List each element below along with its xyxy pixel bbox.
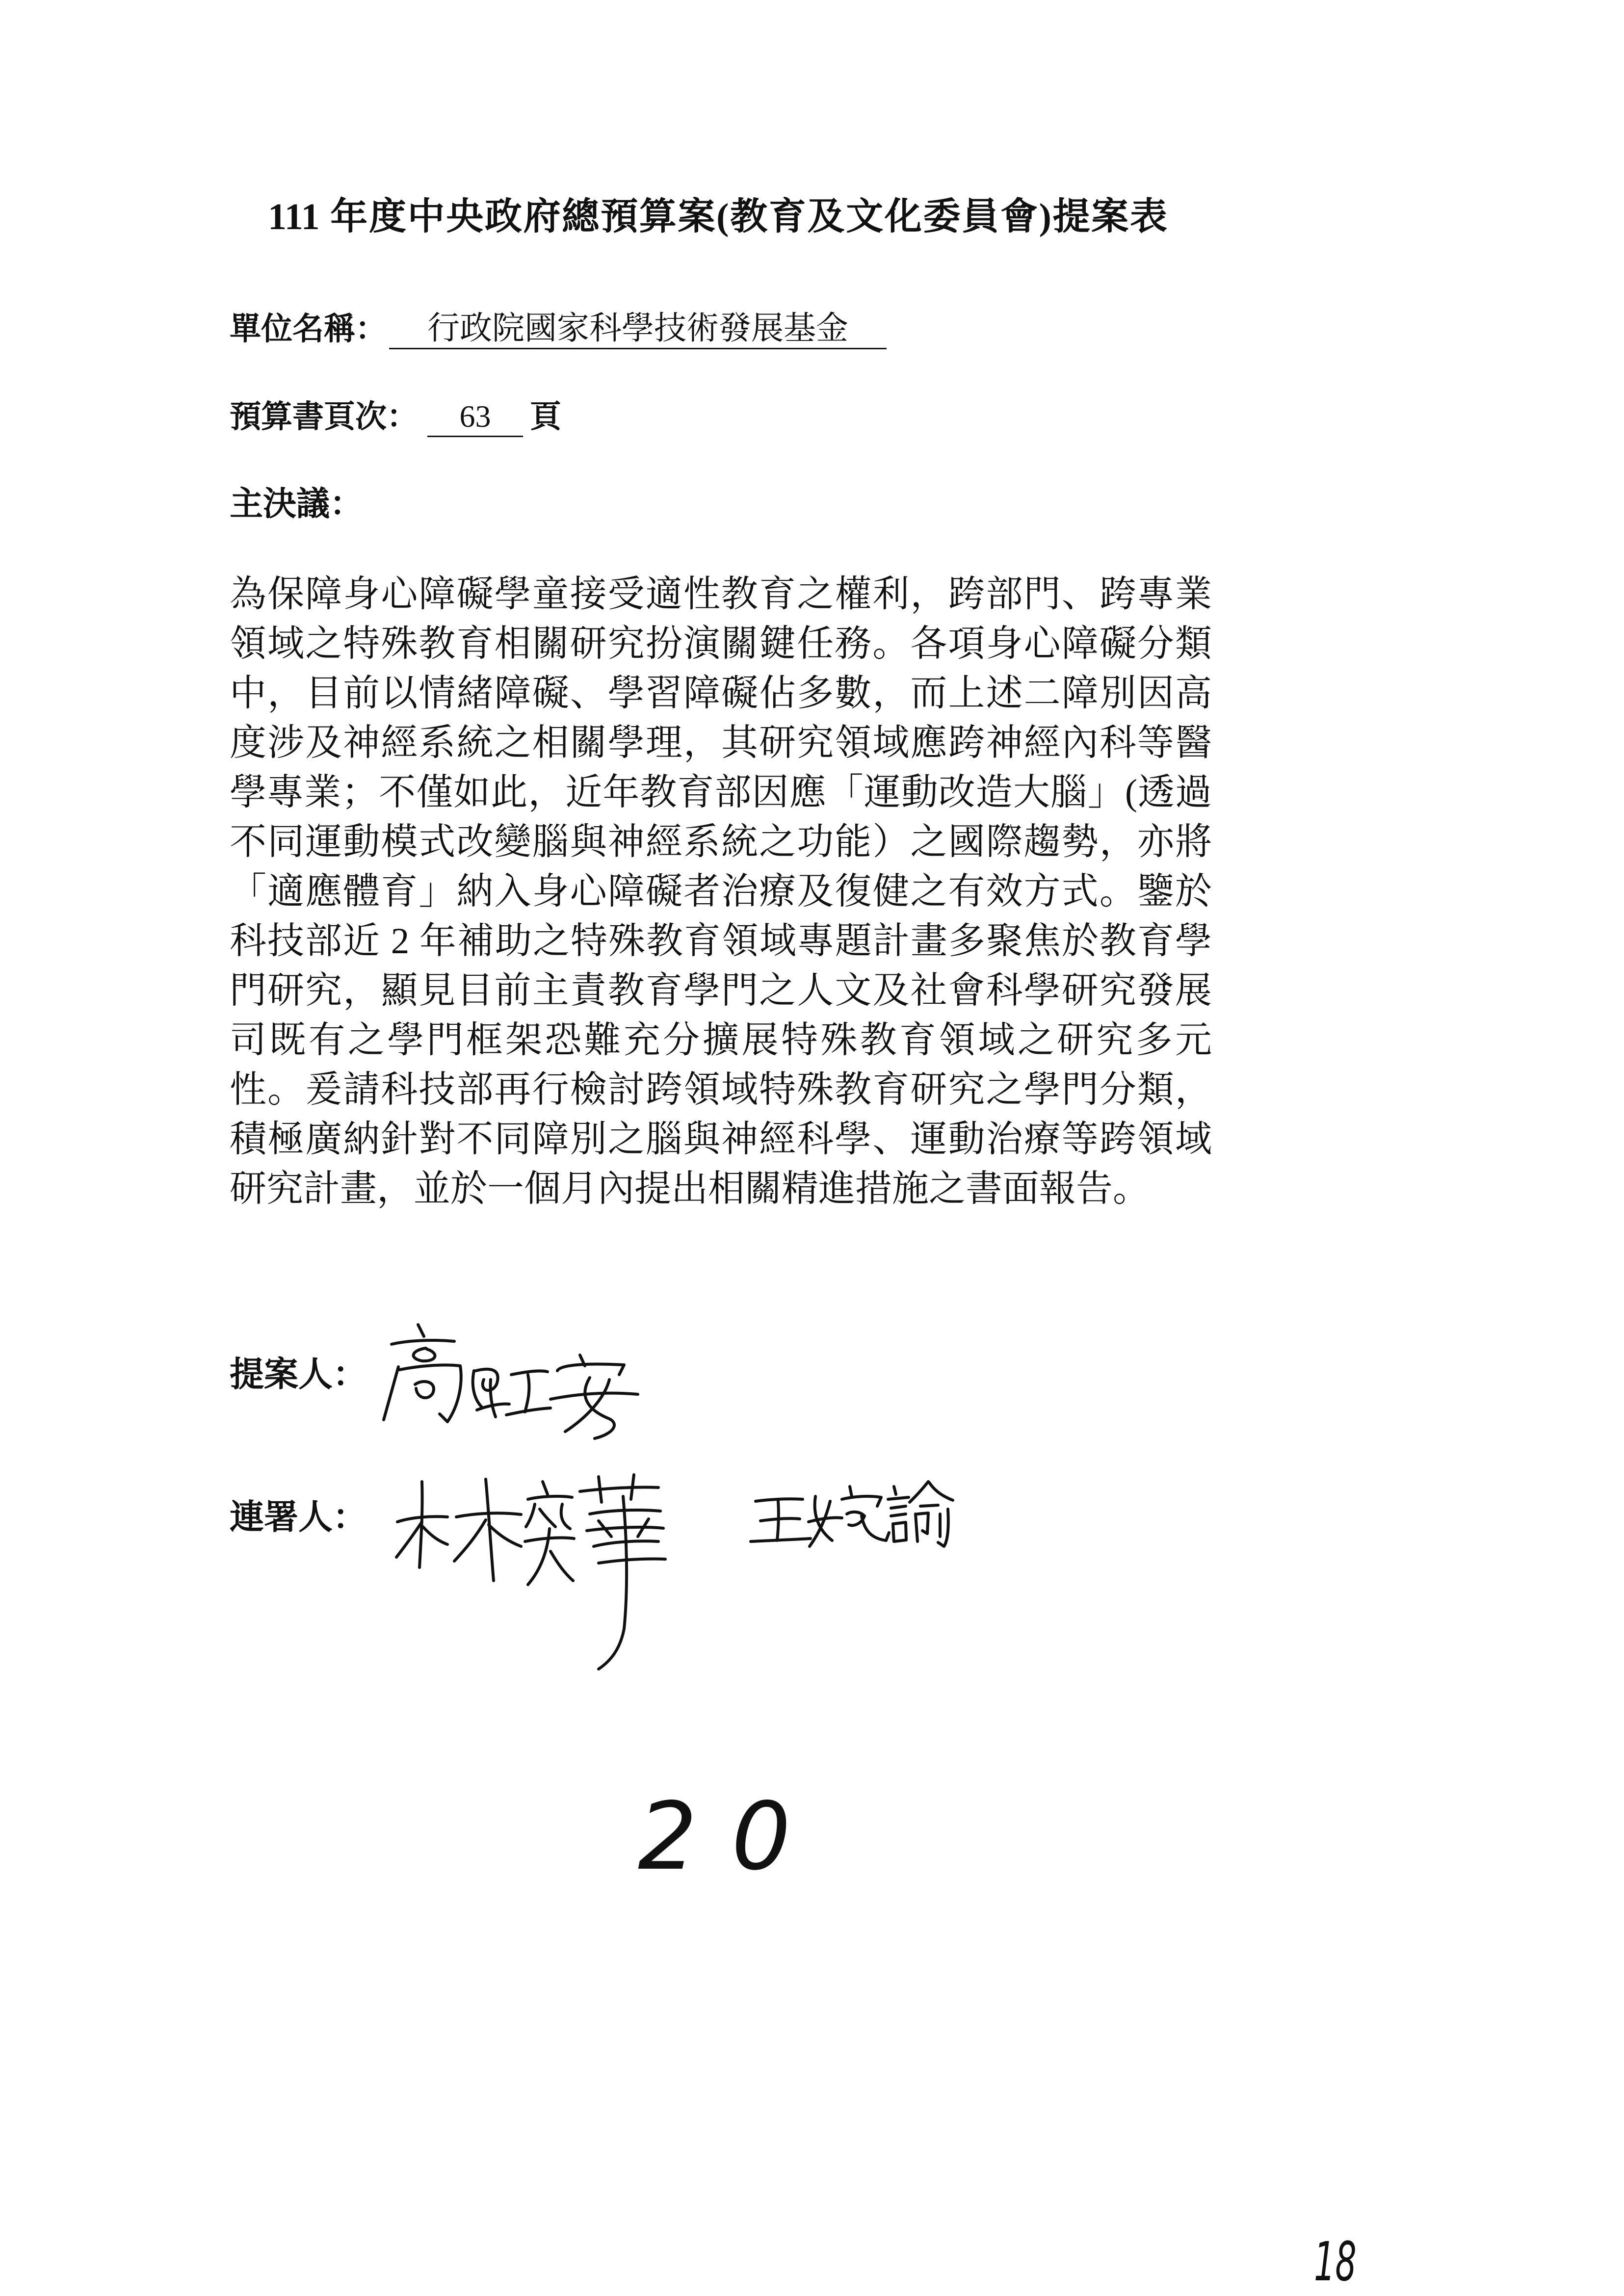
resolution-line: 度涉及神經系統之相關學理，其研究領域應跨神經內科等醫 (230, 723, 1212, 763)
proposer-signature (378, 1320, 643, 1467)
budget-page-label: 預算書頁次： (230, 399, 418, 434)
resolution-line: 不同運動模式改變腦與神經系統之功能）之國際趨勢，亦將 (230, 822, 1212, 862)
resolution-line: 學專業；不僅如此，近年教育部因應「運動改造大腦」(透過 (230, 772, 1212, 813)
document-title: 111 年度中央政府總預算案(教育及文化委員會)提案表 (268, 196, 1167, 237)
resolution-line: 司既有之學門框架恐難充分擴展特殊教育領域之研究多元 (230, 1020, 1212, 1061)
handwritten-number: 20 (638, 1782, 825, 1891)
budget-page-suffix: 頁 (530, 399, 561, 434)
page-number: 18 (1314, 2230, 1357, 2293)
budget-page-value: 63 (427, 397, 523, 437)
resolution-line: 科技部近 2 年補助之特殊教育領域專題計畫多聚焦於教育學 (230, 921, 1212, 962)
proposer-label: 提案人： (230, 1356, 367, 1394)
resolution-line: 為保障身心障礙學童接受適性教育之權利，跨部門、跨專業 (230, 574, 1212, 615)
main-resolution-label: 主決議： (230, 485, 364, 522)
cosigner-signature-1 (393, 1467, 687, 1678)
unit-name-value: 行政院國家科學技術發展基金 (389, 310, 887, 349)
resolution-line: 性。爰請科技部再行檢討跨領域特殊教育研究之學門分類， (230, 1070, 1212, 1110)
resolution-line: 研究計畫，並於一個月內提出相關精進措施之書面報告。 (230, 1169, 1150, 1209)
resolution-line: 「適應體育」納入身心障礙者治療及復健之有效方式。鑒於 (230, 871, 1212, 912)
main-resolution-text (230, 570, 1212, 1214)
cosigners-label: 連署人： (230, 1499, 367, 1537)
resolution-line: 領域之特殊教育相關研究扮演關鍵任務。各項身心障礙分類 (230, 624, 1212, 664)
resolution-line: 積極廣納針對不同障別之腦與神經科學、運動治療等跨領域 (230, 1119, 1212, 1160)
cosigner-signature-2 (746, 1467, 981, 1565)
resolution-line: 門研究，顯見目前主責教育學門之人文及社會科學研究發展 (230, 970, 1212, 1011)
unit-name-label: 單位名稱： (230, 312, 387, 346)
resolution-line: 中，目前以情緒障礙、學習障礙佔多數，而上述二障別因高 (230, 673, 1212, 714)
